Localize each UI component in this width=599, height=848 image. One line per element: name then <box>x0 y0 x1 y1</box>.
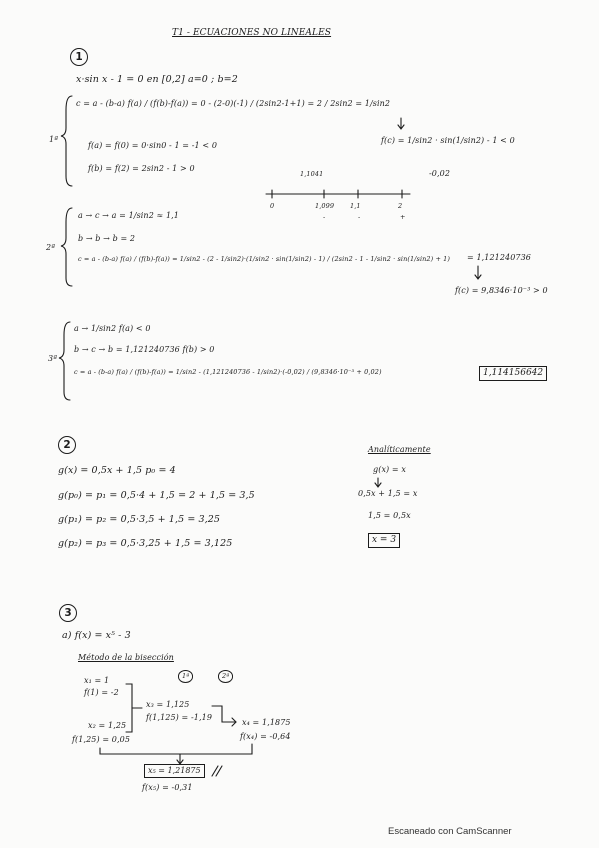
analytic-step-3: 1,5 = 0,5x <box>368 511 411 520</box>
number-line-sign-0: - <box>323 213 326 221</box>
fx3-value: f(1,125) = -1,19 <box>146 713 213 722</box>
step-2-c-formula: c = a - (b-a) f(a) / (f(b)-f(a)) = 1/sin2 - (2 - 1/sin2)·(1/sin2 · sin(1/sin2) - 1) / (2sin2 - 1 - 1/sin2 · sin(1/sin2) + 1) <box>78 255 451 263</box>
step-1-fc: f(c) = 1/sin2 · sin(1/sin2) - 1 < 0 <box>381 136 515 145</box>
scanner-watermark: Escaneado con CamScanner <box>388 826 512 837</box>
section-1-number: 1 <box>70 48 88 66</box>
part-a-function: a) f(x) = x⁵ - 3 <box>62 630 131 641</box>
step-2-c-value: = 1,121240736 <box>467 253 531 262</box>
step-3-result: 1,114156642 <box>479 366 547 381</box>
number-line-tick-1: 1,099 <box>315 202 335 210</box>
section-1-problem: x·sin x - 1 = 0 en [0,2] a=0 ; b=2 <box>76 74 238 85</box>
step-1-fb: f(b) = f(2) = 2sin2 - 1 > 0 <box>88 164 195 173</box>
section-2-number: 2 <box>58 436 76 454</box>
analytic-title: Analíticamente <box>368 445 431 454</box>
iteration-p3: g(p₂) = p₃ = 0,5·3,25 + 1,5 = 3,125 <box>58 538 233 549</box>
step-1-fa: f(a) = f(0) = 0·sin0 - 1 = -1 < 0 <box>88 141 218 150</box>
step-1-label: 1ª <box>49 135 59 144</box>
step-3-c-formula: c = a - (b-a) f(a) / (f(b)-f(a)) = 1/sin2 - (1,121240736 - 1/sin2)·(-0,02) / (9,8346·10⁻³ + 0,02) <box>74 368 382 376</box>
fx4-value: f(x₄) = -0,64 <box>240 732 291 741</box>
number-line-tick-2: 1,1 <box>350 202 361 210</box>
x2-value: x₂ = 1,25 <box>88 721 127 730</box>
g-definition: g(x) = 0,5x + 1,5 p₀ = 4 <box>58 465 176 476</box>
x1-value: x₁ = 1 <box>84 676 110 685</box>
number-line-top-label: 1,1041 <box>300 170 324 178</box>
iteration-p1: g(p₀) = p₁ = 0,5·4 + 1,5 = 2 + 1,5 = 3,5 <box>58 490 255 501</box>
fx5-value: f(x₅) = -0,31 <box>142 783 193 792</box>
step-2-label: 2ª <box>46 243 56 252</box>
x3-value: x₃ = 1,125 <box>146 700 190 709</box>
analytic-step-1: g(x) = x <box>373 465 406 474</box>
step-3-label: 3ª <box>48 354 58 363</box>
fx1-value: f(1) = -2 <box>84 688 119 697</box>
step-3-b: b → c → b = 1,121240736 f(b) > 0 <box>74 345 215 354</box>
step-1-c-formula: c = a - (b-a) f(a) / (f(b)-f(a)) = 0 - (2-0)(-1) / (2sin2-1+1) = 2 / 2sin2 = 1/sin2 <box>76 99 391 108</box>
x5-value: x₅ = 1,21875 <box>144 764 205 778</box>
number-line-sign-1: - <box>358 213 361 221</box>
number-line-sign-2: + <box>400 213 406 221</box>
step-2-b: b → b → b = 2 <box>78 234 136 243</box>
fx2-value: f(1,25) = 0,05 <box>72 735 131 744</box>
page-title: T1 - ECUACIONES NO LINEALES <box>172 28 332 38</box>
analytic-result: x = 3 <box>368 533 400 548</box>
iteration-2-label: 2ª <box>218 670 233 683</box>
analytic-step-2: 0,5x + 1,5 = x <box>358 489 418 498</box>
number-line-tick-0: 0 <box>270 202 275 210</box>
iteration-p2: g(p₁) = p₂ = 0,5·3,5 + 1,5 = 3,25 <box>58 514 221 525</box>
number-line-tick-3: 2 <box>398 202 403 210</box>
step-2-a: a → c → a = 1/sin2 ≈ 1,1 <box>78 211 179 220</box>
x4-value: x₄ = 1,1875 <box>242 718 291 727</box>
iteration-1-label: 1ª <box>178 670 193 683</box>
method-title: Método de la bisección <box>78 653 174 662</box>
step-2-fc: f(c) = 9,8346·10⁻³ > 0 <box>455 286 548 295</box>
section-3-number: 3 <box>59 604 77 622</box>
step-1-fc-value: -0,02 <box>429 169 451 178</box>
step-3-a: a → 1/sin2 f(a) < 0 <box>74 324 151 333</box>
